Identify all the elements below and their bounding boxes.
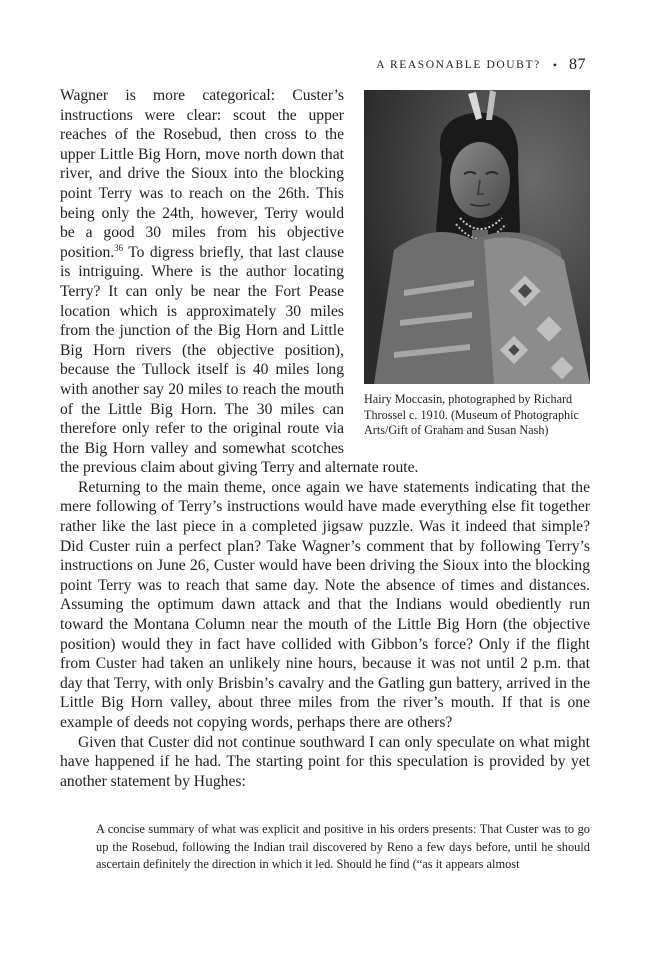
paragraph-2: Returning to the main theme, once again we have statements indicating that the mere following of Terry’s instructions would have made everything else fit together rather like the last piece in a completed jigsaw puzzle. Was it indeed that simple? Did Custer ruin a perfect plan? Take Wagner’s comment that by following Terry’s instructions on June 26, Custer would have been driving the Sioux into the blocking point Terry was to reach that same day. Note the absence of times and distances. Assuming the optimum dawn attack and that the Indians would obediently run toward the Montana Column near the mouth of the Little Big Horn (the objective position) would they in fact have collided with Gibbon’s force? Only if the flight from Custer had taken an unlikely nine hours, because it was not until 2 p.m. that day that Terry, with only Brisbin’s cavalry and the Gatling gun battery, arrived in the Little Big Horn valley, about three miles from the river’s mouth. If that is one example of deeds not copying words, perhaps there are others? [60, 478, 590, 731]
paragraph-3: Given that Custer did not continue southward I can only speculate on what might have happened if he had. The starting point for this speculation is provided by yet another statement by Hughes: [60, 733, 590, 790]
running-head-title: A REASONABLE DOUBT? [376, 59, 541, 71]
paragraph-1-text: Wagner is more categorical: Custer’s instructions were clear: scout the upper reaches of the Rosebud, then cross to the upper Little Big Horn, move north down that river, and drive the Sioux into the blocking point Terry was to reach on the 26th. This being only the 24th, however, Terry would be a good 30 miles from his objective position. [60, 87, 344, 261]
footnote-ref: 36 [114, 242, 124, 253]
running-head-bullet: • [552, 57, 557, 72]
running-head [376, 56, 586, 74]
portrait-photo [364, 90, 590, 384]
body-text [60, 86, 590, 791]
figure-caption: Hairy Moccasin, photographed by Richard Throssel c. 1910. (Museum of Photographic Arts/Gift of Graham and Susan Nash) [364, 392, 579, 438]
figure [364, 90, 590, 439]
page-number: 87 [569, 56, 586, 73]
block-quote: A concise summary of what was explicit and positive in his orders presents: That Custer was to go up the Rosebud, following the Indian trail discovered by Reno a few days before, until he should ascertain definitely the direction in which it led. Should he find (“as it appears almost [96, 822, 590, 871]
paragraph-1-continued: To digress briefly, that last clause is intriguing. Where is the author locating Terry? It can only be near the Fort Pease location which is approximately 30 miles from the junction of the Big Horn and Little Big Horn rivers (the objective position), because the Tullock itself is 40 miles long with another say 20 miles to reach the mouth of the Little Big Horn. The 30 miles can therefore only refer to the original route via the Big Horn valley and somewhat scotches the previous claim about giving Terry and alternate route. [60, 243, 419, 477]
portrait-illustration [364, 90, 590, 384]
